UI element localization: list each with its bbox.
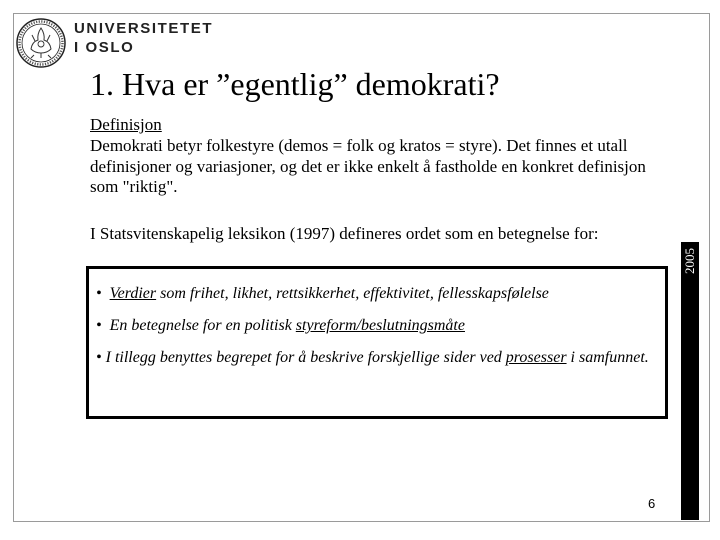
bullet-underlined-term: styreform/beslutningsmåte	[295, 317, 465, 334]
bullet-marker: •	[96, 285, 102, 302]
bullet-text: i samfunnet.	[566, 349, 649, 366]
slide-title: 1. Hva er ”egentlig” demokrati?	[90, 66, 500, 102]
bullet-item-values	[96, 284, 655, 304]
bullet-marker: •	[96, 349, 102, 366]
bullet-text: I tillegg benyttes begrepet for å beskrive forskjellige sider ved	[105, 349, 506, 366]
bullet-underlined-term: Verdier	[109, 285, 157, 302]
year-label: 2005	[682, 248, 697, 274]
university-seal-icon	[15, 17, 67, 69]
bullet-text: som frihet, likhet, rettsikkerhet, effektivitet, fellesskapsfølelse	[156, 285, 549, 302]
intro-text: I Statsvitenskapelig leksikon (1997) defineres ordet som en betegnelse for:	[90, 224, 599, 243]
bullet-underlined-term: prosesser	[505, 349, 567, 366]
page-number: 6	[648, 496, 656, 511]
definition-box	[86, 266, 668, 419]
bullet-item-processes	[96, 348, 655, 368]
university-logo-text	[74, 19, 214, 57]
bullet-item-governance	[96, 316, 655, 336]
definition-heading: Definisjon	[90, 115, 162, 134]
bullet-marker: •	[96, 317, 102, 334]
logo-line-2: I OSLO	[74, 39, 135, 56]
year-sidebar	[681, 242, 699, 520]
logo-line-1: UNIVERSITETET	[74, 20, 214, 37]
bullet-text: En betegnelse for en politisk	[109, 317, 296, 334]
definition-body: Demokrati betyr folkestyre (demos = folk og kratos = styre). Det finnes et utall definisjoner og variasjoner, og det er ikke enkelt å fastholde en konkret definisjon som "riktig".	[90, 136, 646, 196]
